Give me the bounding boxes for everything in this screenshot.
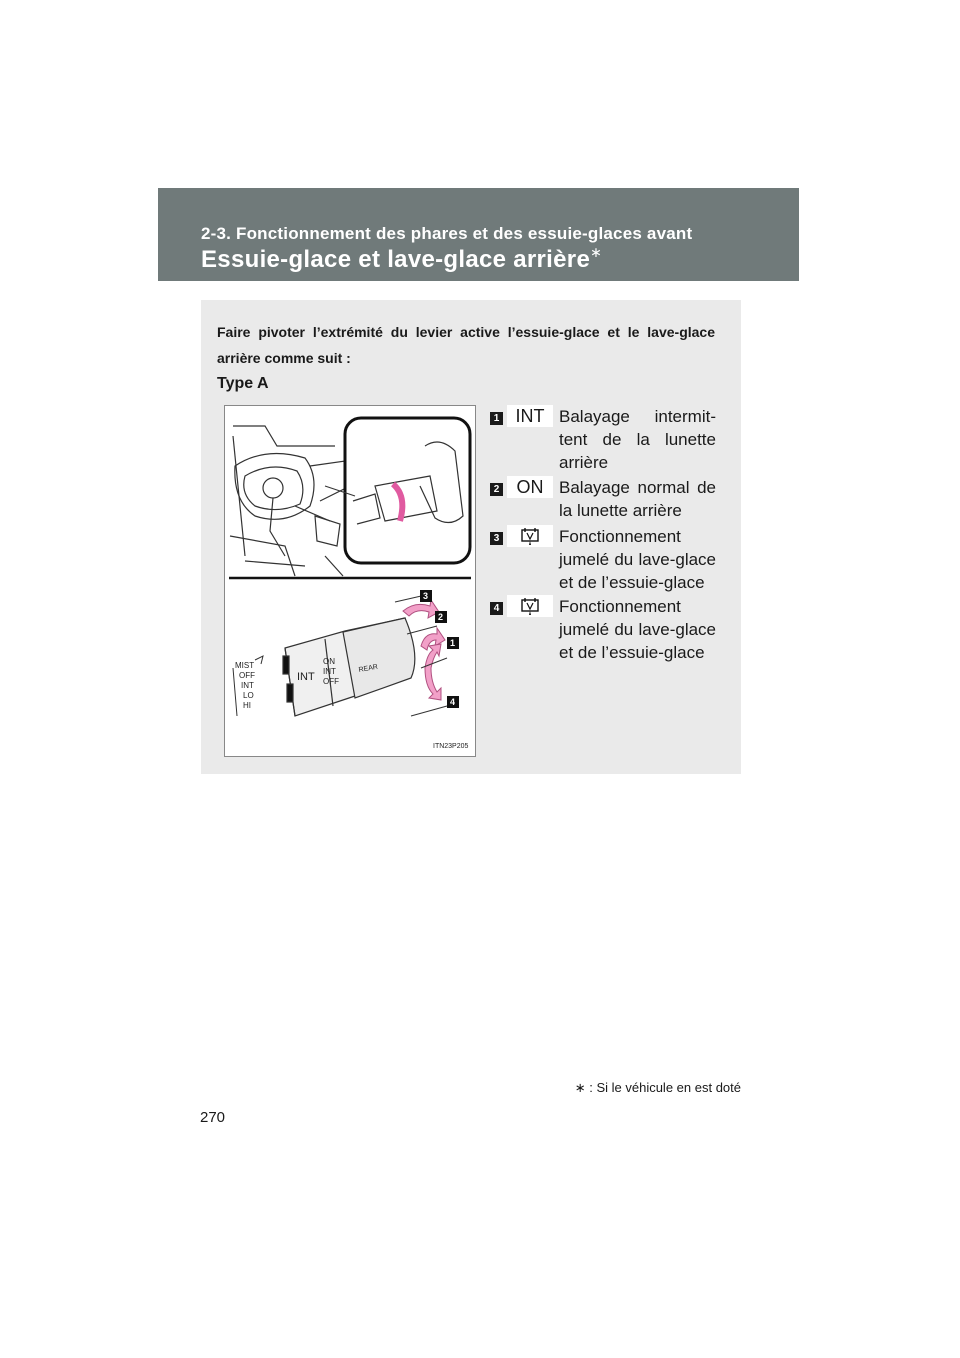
page-number: 270 xyxy=(200,1109,226,1126)
knob-label-1: INT xyxy=(323,667,336,676)
legend-description: Balayage normal de la lunette arrière xyxy=(559,478,716,520)
lever-mark-1: OFF xyxy=(239,671,255,680)
lever-mark-3: LO xyxy=(243,691,254,700)
header-text xyxy=(158,188,799,281)
knob-label-2: OFF xyxy=(323,677,339,686)
lever-wiper-icon xyxy=(255,656,263,664)
wiper-lever xyxy=(283,618,415,716)
legend-description: Fonctionnement jumelé du lave-glace et de l’essuie-glace xyxy=(559,597,716,662)
legend-description: Fonctionnement jumelé du lave-glace et de l’essuie-glace xyxy=(559,527,716,592)
rear-label: REAR xyxy=(358,663,379,674)
callout-0: 3 xyxy=(423,591,429,601)
lever-illustration xyxy=(224,405,476,757)
legend-description: Balayage intermit-tent de la lunette arrière xyxy=(559,407,716,472)
title-asterisk: ∗ xyxy=(590,244,603,260)
callout-3: 4 xyxy=(450,697,456,707)
rear-washer-icon xyxy=(519,527,541,547)
content-box xyxy=(201,300,741,774)
callout-1: 2 xyxy=(438,612,444,622)
legend-symbol: ON xyxy=(507,476,553,498)
knob-label-0: ON xyxy=(323,657,335,666)
footnote-text: : Si le véhicule en est doté xyxy=(589,1080,741,1095)
lever-int-label: INT xyxy=(297,671,315,683)
legend-number: 4 xyxy=(490,602,503,615)
dashboard-sketch xyxy=(230,426,350,576)
type-label: Type A xyxy=(217,375,269,392)
footnote-asterisk: ∗ xyxy=(574,1080,586,1095)
legend-symbol xyxy=(507,595,553,617)
zoom-inset xyxy=(345,418,470,563)
lever-scale-line xyxy=(233,668,237,716)
lever-mark-0: MIST xyxy=(235,661,255,670)
lever-diagram xyxy=(225,406,475,756)
page-title-text: Essuie-glace et lave-glace arrière xyxy=(201,246,591,273)
callout-2: 1 xyxy=(450,638,456,648)
illustration-code: ITN23P205 xyxy=(433,743,469,750)
legend-symbol xyxy=(507,525,553,547)
legend-number: 3 xyxy=(490,532,503,545)
lever-marks xyxy=(235,661,255,710)
legend-symbol: INT xyxy=(507,405,553,427)
page-title xyxy=(201,246,602,274)
arrow-3 xyxy=(403,600,439,618)
lever-mark-2: INT xyxy=(241,681,254,690)
footnote xyxy=(575,1080,741,1096)
arrow-1-4 xyxy=(425,644,441,700)
rear-washer-icon xyxy=(519,597,541,617)
intro-text: Faire pivoter l’extrémité du levier active l’essuie-glace et le lave-glace arrière comme suit : xyxy=(217,324,715,366)
legend-number: 2 xyxy=(490,483,503,496)
legend-number: 1 xyxy=(490,412,503,425)
lever-mark-4: HI xyxy=(243,701,251,710)
section-heading: 2-3. Fonctionnement des phares et des essuie-glaces avant xyxy=(201,224,693,243)
